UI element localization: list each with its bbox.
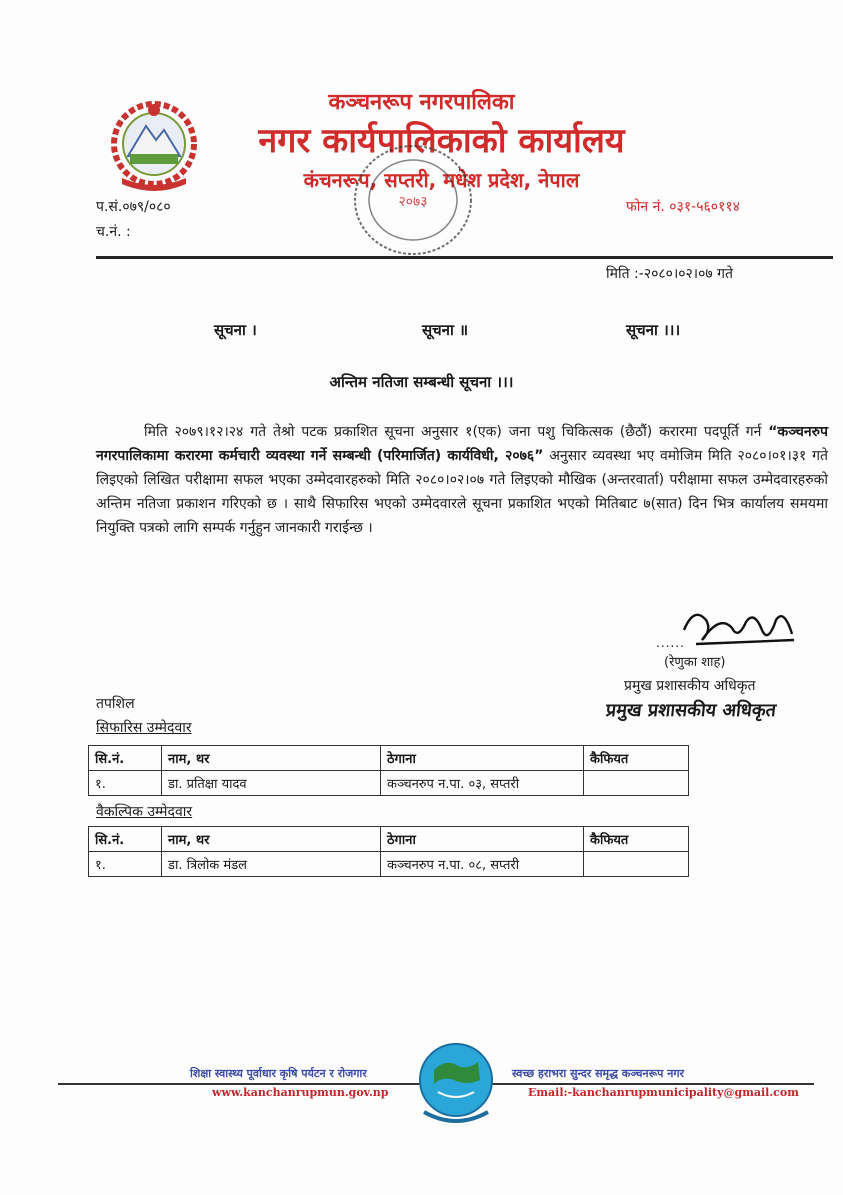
col-name: नाम, थर (162, 746, 381, 771)
signature-dots: ...... (656, 636, 685, 650)
municipality-logo-icon (414, 1040, 498, 1128)
cell-address: कञ्चनरुप न.पा. ०८, सप्तरी (381, 852, 584, 877)
notice-label-2: सूचना ॥ (422, 321, 469, 339)
cell-name: डा. त्रिलोक मंडल (162, 852, 381, 877)
alternate-heading: वैकल्पिक उम्मेदवार (96, 804, 193, 820)
col-sn: सि.नं. (89, 827, 162, 852)
cell-name: डा. प्रतिक्षा यादव (162, 771, 381, 796)
notice-body (96, 420, 828, 540)
notice-subject: अन्तिम नतिजा सम्बन्धी सूचना ।।। (329, 373, 514, 391)
details-heading: तपशिल (96, 696, 135, 712)
phone-number: फोन नं. ०३१-५६०११४ (626, 199, 740, 215)
table-row (89, 771, 689, 796)
cell-remarks (584, 771, 689, 796)
col-name: नाम, थर (162, 827, 381, 852)
recommended-heading: सिफारिस उम्मेदवार (96, 720, 192, 736)
dispatch-number: च.नं. : (96, 224, 131, 240)
footer-email-link[interactable]: Email:-kanchanrupmunicipality@gmail.com (528, 1086, 799, 1099)
header-divider (96, 256, 833, 259)
col-address: ठेगाना (381, 746, 584, 771)
footer-slogan-left: शिक्षा स्वास्थ्य पूर्वाधार कृषि पर्यटन र रोजगार (190, 1067, 367, 1080)
reference-number: प.सं.०७९/०८० (96, 199, 171, 215)
signature-icon (676, 600, 806, 656)
recommended-table (88, 745, 689, 796)
signatory-name: (रेणुका शाह) (664, 655, 726, 670)
signatory-title-stamp: प्रमुख प्रशासकीय अधिकृत (604, 700, 778, 721)
cell-address: कञ्चनरुप न.पा. ०३, सप्तरी (381, 771, 584, 796)
footer-website-link[interactable]: www.kanchanrupmun.gov.np (212, 1086, 389, 1099)
office-name: नगर कार्यपालिकाको कार्यालय (258, 121, 625, 161)
issue-date: मिति :-२०८०।०२।०७ गते (606, 266, 733, 282)
footer-slogan-right: स्वच्छ हराभरा सुन्दर समृद्ध कञ्चनरूप नगर (512, 1067, 685, 1080)
notice-label-1: सूचना । (214, 321, 257, 339)
cell-remarks (584, 852, 689, 877)
office-stamp-icon (348, 140, 478, 260)
cell-sn: १. (89, 852, 162, 877)
col-sn: सि.नं. (89, 746, 162, 771)
table-header-row (89, 746, 689, 771)
body-bold-title: “कञ्चनरुप नगरपालिकामा करारमा कर्मचारी व्यवस्था गर्ने सम्बन्धी (परिमार्जित) कार्यविधी, २०७६” (96, 424, 828, 464)
table-row (89, 852, 689, 877)
body-part-2: अनुसार व्यवस्था भए वमोजिम मिति २०८०।०१।३१ गते लिइएको लिखित परीक्षामा सफल भएका उम्मेदवारहरुको मिति २०८०।०२।०७ गते लिइएको मौखिक (अन्तरवार्ता) परीक्षामा सफल उम्मेदवारहरुको अन्तिम नतिजा प्रकाशन गरिएको छ । साथै सिफारिस भएको उम्मेदवारले सूचना प्रकाशित भएको मितिबाट ७(सात) दिन भित्र कार्यालय समयमा नियुक्ति पत्रको लागि सम्पर्क गर्नुहुन जानकारी गराईन्छ । (96, 448, 829, 536)
cell-sn: १. (89, 771, 162, 796)
office-address: कंचनरूप, सप्तरी, मधेश प्रदेश, नेपाल (303, 168, 580, 192)
alternate-table (88, 826, 689, 877)
municipality-name: कञ्चनरूप नगरपालिका (328, 90, 515, 115)
notice-label-3: सूचना ।।। (626, 321, 681, 339)
signatory-title: प्रमुख प्रशासकीय अधिकृत (624, 678, 756, 694)
col-remarks: कैफियत (584, 746, 689, 771)
table-header-row (89, 827, 689, 852)
col-address: ठेगाना (381, 827, 584, 852)
col-remarks: कैफियत (584, 827, 689, 852)
body-part-1: मिति २०७९।१२।२४ गते तेश्रो पटक प्रकाशित सूचना अनुसार १(एक) जना पशु चिकित्सक (छैठौं) करारमा पदपूर्ति गर्न (144, 424, 769, 440)
stamp-year: २०७३ (398, 194, 428, 210)
